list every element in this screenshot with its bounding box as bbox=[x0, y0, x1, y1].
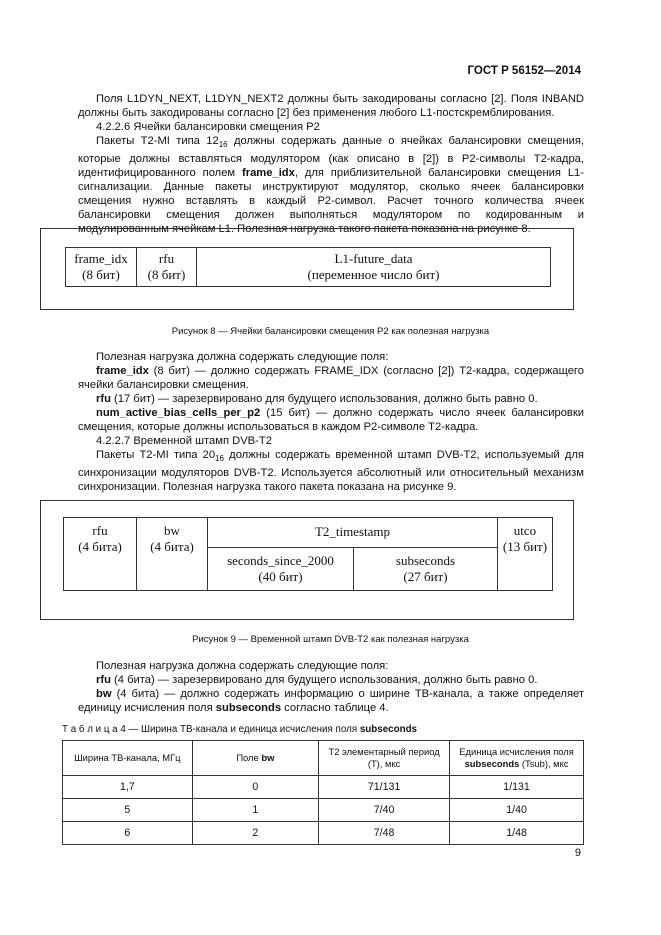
table4-header-width: Ширина ТВ-канала, МГц bbox=[63, 741, 193, 776]
fields9-lead: Полезная нагрузка должна содержать следующие поля: bbox=[96, 660, 389, 672]
page-number: 9 bbox=[574, 847, 581, 859]
section-4226-paragraph: Пакеты T2-MI типа $12_{16}$ должны содержать данные о ячейках балансировки смещения, которые должны вставляться модулятором (как описано в [2]) в Р2-символы Т2-кадра, идентифицированного полем frame_idx, для приблизительной балансировки смещения L1-сигнализации. Данные пакеты инструктируют модулятор, сколько ячеек балансировки смещения нужно вставлять в каждый Р2-символ. Расчет точного количества ячеек балансировки смещения должен выполняться модулятором по кодированным и модулированным ячейкам L1. Полезная нагрузка такого пакета показана на рисунке 8. bbox=[78, 135, 584, 236]
table4-header-row bbox=[63, 741, 584, 776]
table-cell: 1/40 bbox=[450, 799, 584, 822]
table-cell: 6 bbox=[63, 822, 193, 845]
figure9-cell-utco: utco (13 бит) bbox=[497, 517, 553, 591]
table4-header-period: Т2 элементарный период (Т), мкс bbox=[319, 741, 450, 776]
figure8-cell-rfu: rfu (8 бит) bbox=[136, 247, 197, 287]
table-row bbox=[63, 822, 584, 845]
section-heading-4226: 4.2.2.6 Ячейки балансировки смещения Р2 bbox=[96, 121, 320, 133]
figure9-cell-t2-timestamp: T2_timestamp bbox=[207, 517, 498, 548]
section-4227-paragraph: Пакеты T2-MI типа $20_{16}$ должны содержать временной штамп DVB-T2, используемый для синхронизации модуляторов DVB-T2. Используется абсолютный или относительный механизм синхронизации. Полезная нагрузка такого пакета показана на рисунке 9. bbox=[78, 449, 584, 494]
table-cell: 5 bbox=[63, 799, 193, 822]
figure9-cell-bw: bw (4 бита) bbox=[136, 517, 208, 591]
figure8-cell-l1-future-data: L1-future_data (переменное число бит) bbox=[196, 247, 551, 287]
figure9-cell-seconds: seconds_since_2000 (40 бит) bbox=[207, 547, 354, 591]
table4-header-bw: Поле bw bbox=[192, 741, 318, 776]
figure8-cell-frame-idx: frame_idx (8 бит) bbox=[65, 247, 137, 287]
table-cell: 1 bbox=[192, 799, 318, 822]
figure8-frame bbox=[40, 228, 574, 310]
table4-title: Т а б л и ц а 4 — Ширина ТВ-канала и единица исчисления поля subseconds bbox=[62, 724, 418, 735]
table-cell: 7/40 bbox=[319, 799, 450, 822]
table-cell: 7/48 bbox=[319, 822, 450, 845]
field-rfu: rfu (17 бит) — зарезервировано для будущего использования, должно быть равно 0. bbox=[96, 393, 538, 405]
table-cell: 0 bbox=[192, 776, 318, 799]
table-cell: 71/131 bbox=[319, 776, 450, 799]
table4-header-unit: Единица исчисления поля subseconds (Tsub), мкс bbox=[450, 741, 584, 776]
table-cell: 1/48 bbox=[450, 822, 584, 845]
field9-rfu: rfu (4 бита) — зарезервировано для будущего использования, должно быть равно 0. bbox=[96, 674, 538, 686]
table-row bbox=[63, 776, 584, 799]
intro-block bbox=[78, 92, 584, 236]
figure9-frame bbox=[40, 500, 574, 620]
field-frame-idx: frame_idx (8 бит) — должно содержать FRAME_IDX (согласно [2]) Т2-кадра, содержащего ячейки балансировки смещения. bbox=[78, 365, 584, 391]
figure9-caption: Рисунок 9 — Временной штамп DVB-T2 как полезная нагрузка bbox=[192, 634, 469, 645]
section-heading-4227: 4.2.2.7 Временной штамп DVB-T2 bbox=[96, 435, 272, 447]
table4 bbox=[62, 740, 584, 845]
standard-header: ГОСТ Р 56152—2014 bbox=[467, 65, 581, 77]
fields8-lead: Полезная нагрузка должна содержать следующие поля: bbox=[96, 351, 389, 363]
figure8-caption: Рисунок 8 — Ячейки балансировки смещения Р2 как полезная нагрузка bbox=[171, 326, 490, 337]
fields8-block bbox=[78, 350, 584, 494]
field-num-active-bias: num_active_bias_cells_per_p2 (15 бит) — должно содержать число ячеек балансировки смещения, которые должны использоваться в каждом Р2-символе Т2-кадра. bbox=[78, 407, 584, 433]
table-cell: 1/131 bbox=[450, 776, 584, 799]
field9-bw: bw (4 бита) — должно содержать информацию о ширине ТВ-канала, а также определяет единицу исчисления поля subseconds согласно таблице 4. bbox=[78, 688, 584, 714]
intro-paragraph: Поля L1DYN_NEXT, L1DYN_NEXT2 должны быть закодированы согласно [2]. Поля INBAND должны быть закодированы согласно [2] без применения любого L1-постскремблирования. bbox=[78, 93, 584, 119]
figure9-cell-rfu: rfu (4 бита) bbox=[63, 517, 137, 591]
table-cell: 1,7 bbox=[63, 776, 193, 799]
fields9-block bbox=[78, 659, 584, 715]
table-cell: 2 bbox=[192, 822, 318, 845]
figure9-cell-subseconds: subseconds (27 бит) bbox=[353, 547, 498, 591]
table-row bbox=[63, 799, 584, 822]
